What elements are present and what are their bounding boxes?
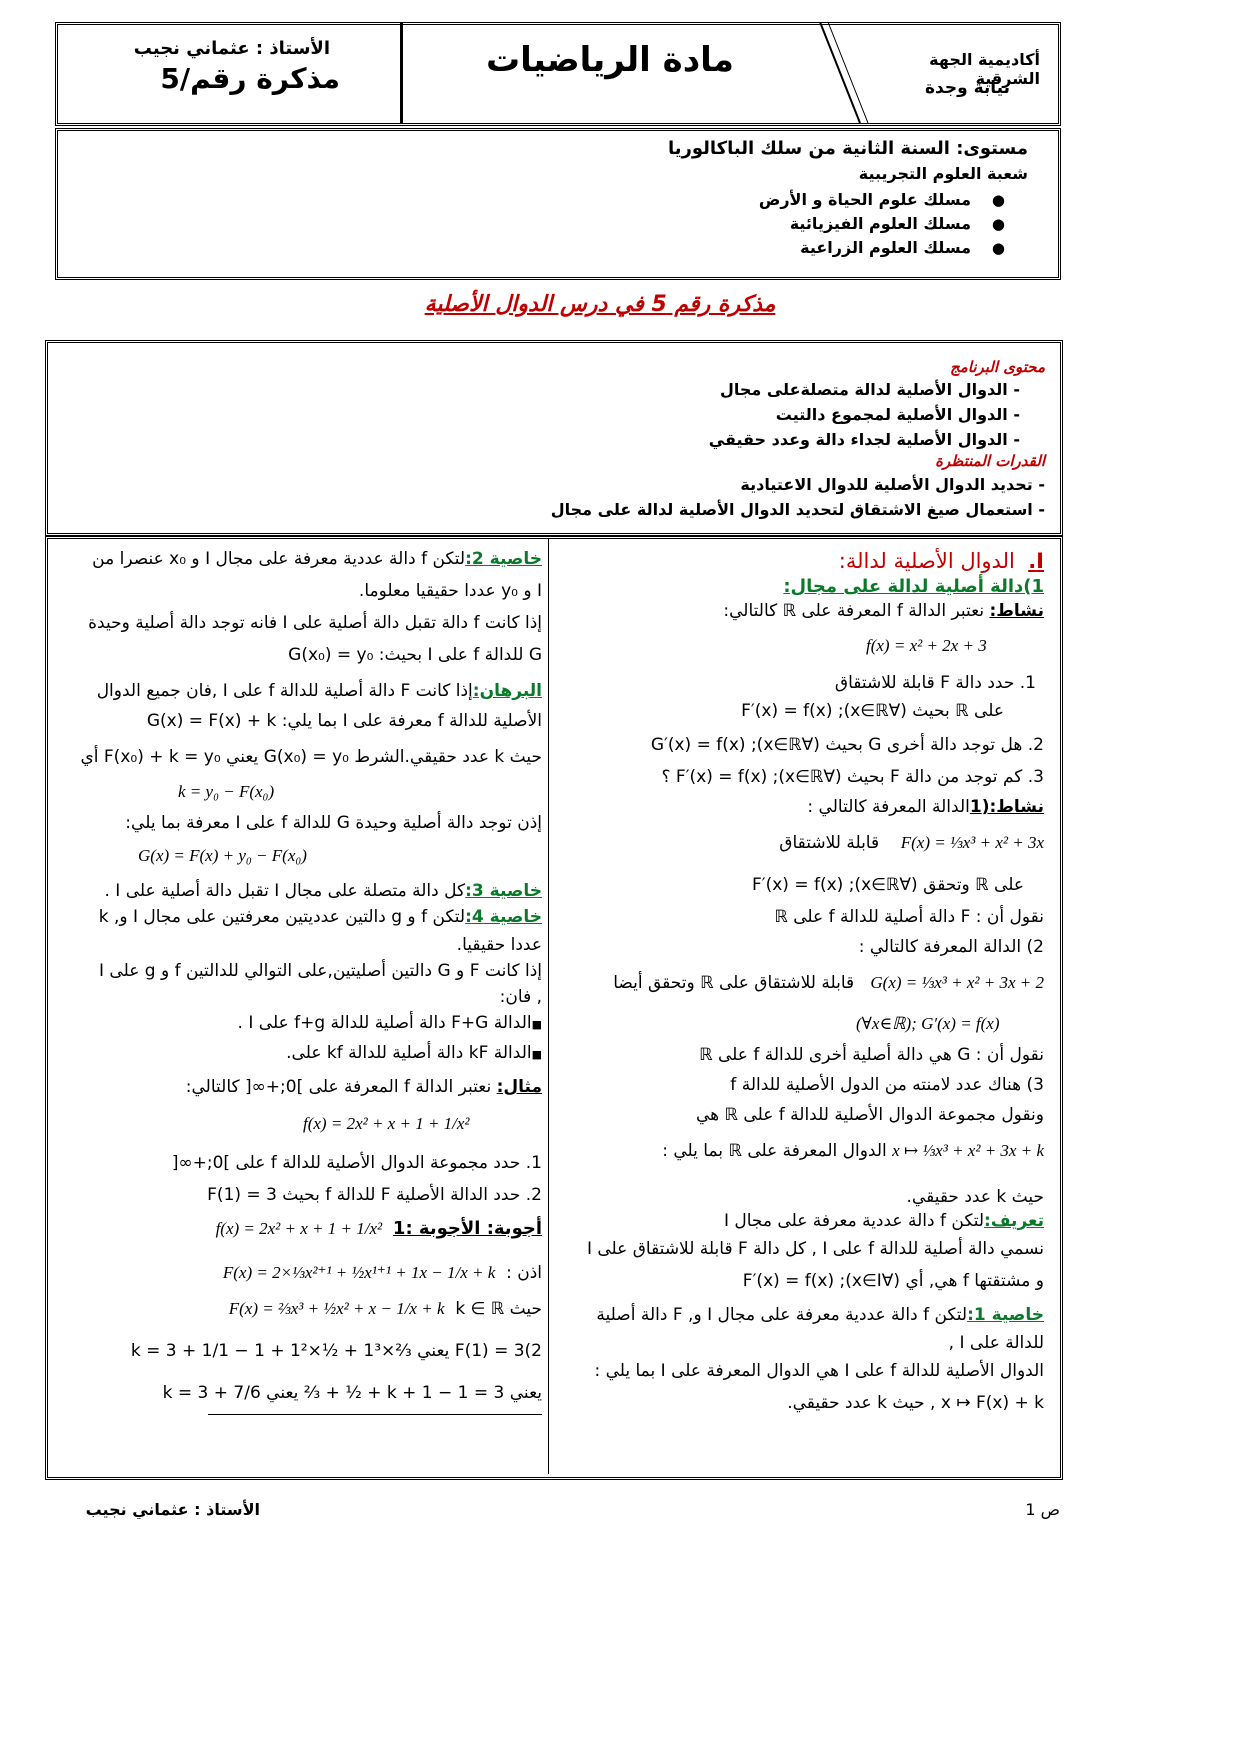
section-title <box>839 548 1044 574</box>
property-1-text-1: لتكن f دالة عددية معرفة على مجال I و, F دالة أصلية <box>596 1305 968 1325</box>
proof-line <box>97 680 542 702</box>
part-3-map: x ↦ ⅓x³ + x² + 3x + k <box>892 1141 1044 1160</box>
track-3-label: مسلك العلوم الزراعية <box>800 238 972 257</box>
property-4-text-3: إذا كانت F و G دالتين أصليتين,على التوالي للدالتين f و g على I <box>98 961 542 981</box>
activity-f: f(x) = x² + 2x + 3 <box>866 636 987 655</box>
proof-text-2: الأصلية للدالة f معرفة على I بما يلي: G(x) = F(x) + k <box>146 711 542 731</box>
definition-label: تعريف: <box>984 1211 1044 1231</box>
solution-1-line <box>807 796 1044 818</box>
property-2-text-2: I و y₀ عددا حقيقيا معلوما. <box>358 581 542 601</box>
left-column <box>58 548 542 1468</box>
part-2-cond: (∀x∈ℝ); G′(x) = f(x) <box>856 1014 1000 1033</box>
part-2-say: نقول أن : G هي دالة أصلية أخرى للدالة f على ℝ <box>699 1045 1044 1065</box>
branch-text: شعبة العلوم التجريبية <box>858 164 1028 183</box>
property-4-text-1: لتكن f و g دالتين عدديتين معرفتين على مجال I و, k <box>98 907 466 927</box>
answer-line <box>216 1218 542 1240</box>
part-2-text: قابلة للاشتقاق على ℝ وتحقق أيضا <box>613 973 855 993</box>
answer-F2-line <box>229 1298 542 1320</box>
proof-text-5: إذن توجد دالة أصلية وحيدة G للدالة f على I معرفة بما يلي: <box>125 813 542 833</box>
section-title-text: الدوال الأصلية لدالة: <box>838 549 1015 573</box>
activity-line <box>723 600 1044 622</box>
proof-text-4: k = y₀ − F(x₀) <box>178 782 275 801</box>
property-2-line <box>92 548 542 570</box>
part-2-G: G(x) = ⅓x³ + x² + 3x + 2 <box>870 973 1044 992</box>
solution-say: نقول أن : F دالة أصلية للدالة f على ℝ <box>774 907 1044 927</box>
part-3c: الدوال المعرفة على ℝ بما يلي : <box>662 1141 887 1161</box>
track-2: ● مسلك العلوم الفيزيائية <box>789 214 1005 233</box>
solution-diff: قابلة للاشتقاق <box>779 833 880 853</box>
answer-label: أجوبة: الأجوبة :1 <box>392 1218 542 1239</box>
answer-2: F(1) = 3(2 يعني ⅔×1³ + ½×1² + 1 − 1/1 + k = 3 <box>130 1341 542 1361</box>
content-heading: محتوى البرنامج <box>950 358 1045 376</box>
header-divider-right <box>810 22 870 123</box>
proof-text-3: حيث k عدد حقيقي.الشرط G(x₀) = y₀ يعني F(x₀) + k = y₀ أي <box>80 747 542 767</box>
ability-2: - استعمال صيغ الاشتقاق لتحديد الدوال الأصلية لدالة على مجال <box>550 500 1045 519</box>
right-column <box>556 548 1044 1468</box>
property-2-text-1: لتكن f دالة عددية معرفة على مجال I و x₀ عنصرا من <box>92 549 466 569</box>
solution-on: على ℝ وتحقق (∀x∈ℝ); F′(x) = f(x) <box>751 875 1024 895</box>
property-3-line <box>104 880 542 902</box>
example-text: نعتبر الدالة f المعرفة على ]0;+∞[ كالتالي: <box>185 1077 492 1097</box>
property-4-text-4: , فان: <box>499 987 542 1007</box>
content-item-3: - الدوال الأصلية لجداء دالة وعدد حقيقي <box>708 430 1020 449</box>
property-1-text-3: الدوال الأصلية للدالة f على I هي الدوال المعرفة على I بما يلي : <box>594 1361 1044 1381</box>
part-3b: ونقول مجموعة الدوال الأصلية للدالة f على ℝ هي <box>696 1105 1044 1125</box>
ability-1: - تحديد الدوال الأصلية للدوال الاعتيادية <box>740 475 1045 494</box>
property-1-line <box>596 1304 1044 1326</box>
property-4-bullet-1: ■الدالة F+G دالة أصلية للدالة f+g على I . <box>237 1013 542 1033</box>
abilities-heading: القدرات المنتظرة <box>935 452 1045 470</box>
question-1a: 1. حدد دالة F قابلة للاشتقاق <box>834 673 1036 693</box>
property-4-bullet-1-text: الدالة F+G دالة أصلية للدالة f+g على I . <box>237 1013 532 1033</box>
property-4-text-2: عددا حقيقيا. <box>456 935 542 955</box>
property-4-bullet-2-text: الدالة kF دالة أصلية للدالة kf على. <box>286 1043 532 1063</box>
track-2-label: مسلك العلوم الفيزيائية <box>789 214 972 233</box>
track-1-label: مسلك علوم الحياة و الأرض <box>758 190 972 209</box>
part-3d: حيث k عدد حقيقي. <box>906 1187 1044 1207</box>
solution-1-text: الدالة المعرفة كالتالي : <box>807 797 970 817</box>
property-4-bullet-2: ■الدالة kF دالة أصلية للدالة kf على. <box>286 1043 542 1063</box>
header-academy: أكاديمية الجهة الشرقية <box>929 50 1040 88</box>
answer-F1-line <box>223 1262 542 1284</box>
definition-text-2: نسمي دالة أصلية للدالة f على I , كل دالة F قابلة للاشتقاق على I <box>586 1239 1044 1259</box>
proof-label: البرهان: <box>472 681 542 701</box>
section-num: I. <box>1028 549 1044 573</box>
track-3: ● مسلك العلوم الزراعية <box>800 238 1005 257</box>
solution-1-label: نشاط:(1 <box>969 797 1044 817</box>
property-1-label: خاصية 1: <box>967 1305 1044 1325</box>
level-text: مستوى: السنة الثانية من سلك الباكالوريا <box>667 138 1028 159</box>
property-4-line <box>99 906 542 928</box>
definition-text-3: و مشتقتها f هي, أي (∀x∈I); F′(x) = f(x) <box>742 1271 1044 1291</box>
header-delegation: نيابة وجدة <box>925 78 1010 98</box>
property-4-label: خاصية 4: <box>465 907 542 927</box>
part-2-line <box>613 972 1044 994</box>
property-3-label: خاصية 3: <box>465 881 542 901</box>
track-1: ● مسلك علوم الحياة و الأرض <box>758 190 1005 209</box>
property-1-text-2: للدالة على I , <box>948 1333 1044 1353</box>
property-3-text: كل دالة متصلة على مجال I تقبل دالة أصلية على I . <box>104 881 466 901</box>
example-q2: 2. حدد الدالة الأصلية F للدالة f بحيث F(1) = 3 <box>207 1185 542 1205</box>
header-divider-left <box>400 22 403 123</box>
question-1b: على ℝ بحيث (∀x∈ℝ); F′(x) = f(x) <box>741 701 1004 721</box>
header-memo: مذكرة رقم/5 <box>160 62 340 95</box>
example-f: f(x) = 2x² + x + 1 + 1/x² <box>303 1114 470 1133</box>
definition-line <box>724 1210 1044 1232</box>
part-3-line <box>662 1140 1044 1162</box>
example-label: مثال: <box>496 1077 542 1097</box>
property-2-text-3: إذا كانت f دالة تقبل دالة أصلية على I فانه توجد دالة أصلية وحيدة <box>88 613 542 633</box>
property-2-label: خاصية 2: <box>465 549 542 569</box>
property-1-text-4: x ↦ F(x) + k , حيث k عدد حقيقي. <box>787 1393 1044 1413</box>
question-3: 3. كم توجد من دالة F بحيث (∀x∈ℝ); F′(x) = f(x) ؟ <box>661 767 1044 787</box>
header-teacher: الأستاذ : عثماني نجيب <box>133 38 330 59</box>
solution-F: F(x) = ⅓x³ + x² + 3x <box>900 833 1044 852</box>
footer-teacher: الأستاذ : عثماني نجيب <box>85 1500 260 1519</box>
answer-underline <box>208 1414 542 1415</box>
definition-text-1: لتكن f دالة عددية معرفة على مجال I <box>723 1211 985 1231</box>
solution-f-line <box>779 832 1044 854</box>
answer-k: حيث k ∈ ℝ <box>455 1299 542 1319</box>
column-divider <box>548 539 549 1474</box>
content-item-1: - الدوال الأصلية لدالة متصلةعلى مجال <box>719 380 1020 399</box>
footer-page: ص 1 <box>1025 1500 1060 1519</box>
proof-text-6: G(x) = F(x) + y₀ − F(x₀) <box>138 846 307 865</box>
part-3a: 3) هناك عدد لامنته من الدول الأصلية للدالة f <box>730 1075 1044 1095</box>
activity-label: نشاط: <box>989 601 1044 621</box>
header-subject: مادة الرياضيات <box>486 40 734 80</box>
answer-then: اذن : <box>506 1263 542 1283</box>
question-2: 2. هل توجد دالة أخرى G بحيث (∀x∈ℝ); G′(x) = f(x) <box>650 735 1044 755</box>
content-item-2: - الدوال الأصلية لمجموع دالتيت <box>775 405 1020 424</box>
part-2-head: 2) الدالة المعرفة كالتالي : <box>858 937 1044 957</box>
sub1-title: 1)دالة أصلية لدالة على مجال: <box>783 576 1044 597</box>
page-title: مذكرة رقم 5 في درس الدوال الأصلية <box>424 292 776 317</box>
example-q1: 1. حدد مجموعة الدوال الأصلية للدالة f على ]0;+∞[ <box>171 1153 542 1173</box>
example-line <box>186 1076 542 1098</box>
activity-text: نعتبر الدالة f المعرفة على ℝ كالتالي: <box>723 601 985 621</box>
answer-F1: F(x) = 2×⅓x²⁺¹ + ½x¹⁺¹ + 1x − 1/x + k <box>222 1263 496 1282</box>
answer-3: يعني 3 = k + 1 − 1 + ½ + ⅔ يعني 7/6 + k = 3 <box>162 1383 542 1403</box>
property-2-text-4: G للدالة f على I بحيث: G(x₀) = y₀ <box>288 645 542 665</box>
answer-f: f(x) = 2x² + x + 1 + 1/x² <box>215 1219 383 1238</box>
answer-F2: F(x) = ⅔x³ + ½x² + x − 1/x + k <box>228 1299 445 1318</box>
proof-text-1: إذا كانت F دالة أصلية للدالة f على I ,فان جميع الدوال <box>96 681 473 701</box>
